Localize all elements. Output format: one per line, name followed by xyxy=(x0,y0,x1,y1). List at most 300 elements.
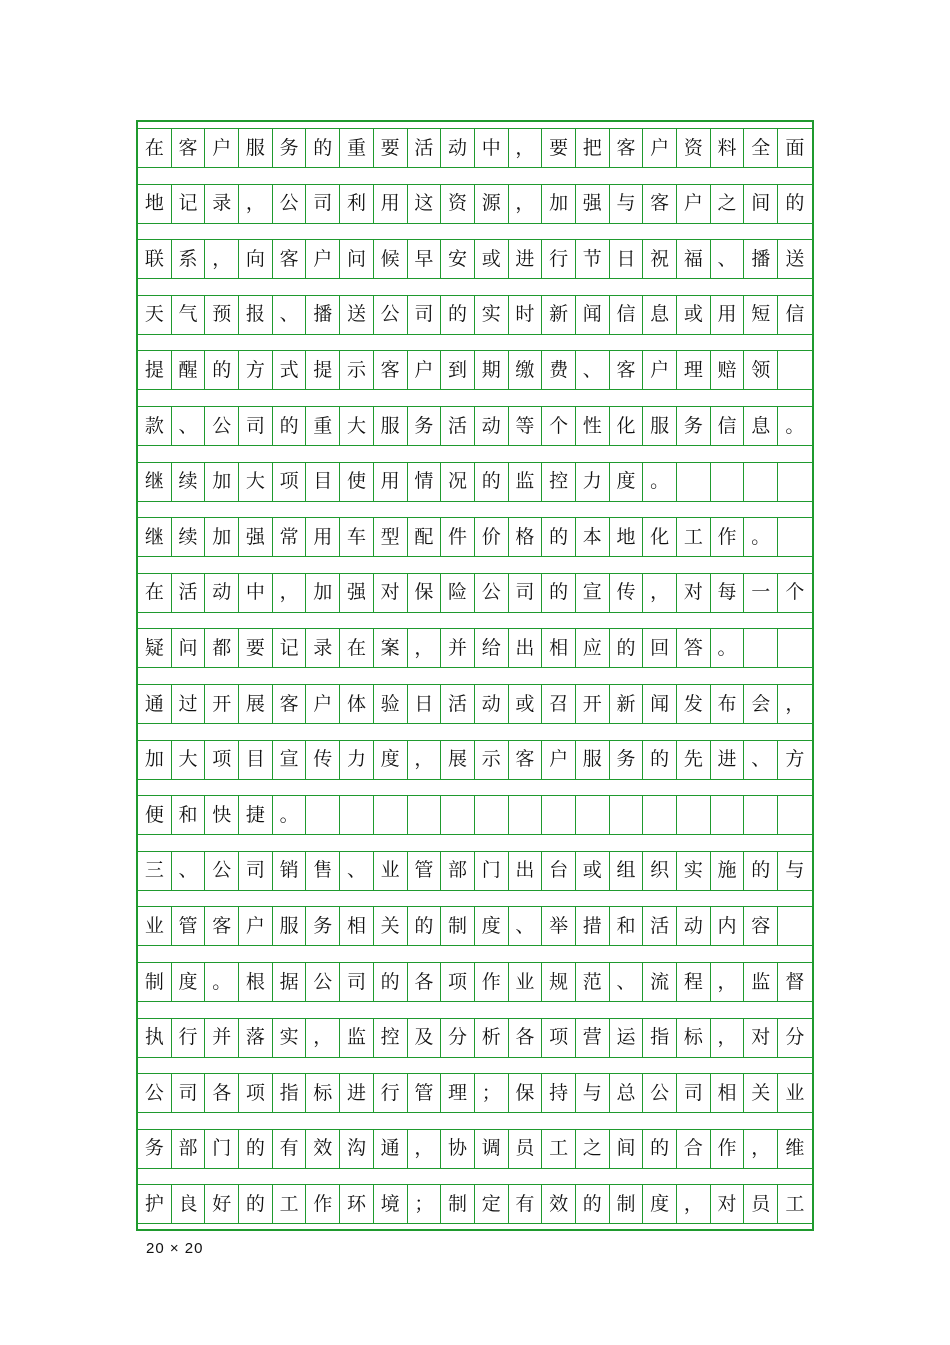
grid-cell: 出 xyxy=(509,629,543,667)
grid-cell: 工 xyxy=(677,518,711,556)
grid-cell: 出 xyxy=(509,852,543,890)
grid-cell: 的 xyxy=(441,296,475,334)
grid-cell: 领 xyxy=(744,351,778,389)
grid-cell: 司 xyxy=(239,852,273,890)
grid-cell: 业 xyxy=(509,963,543,1001)
grid-cell: 信 xyxy=(711,407,745,445)
grid-cell: ， xyxy=(205,240,239,278)
grid-cell xyxy=(677,463,711,501)
grid-cell: 项 xyxy=(542,1019,576,1057)
grid-cell xyxy=(677,796,711,834)
grid-cell: 运 xyxy=(610,1019,644,1057)
grid-cell: 款 xyxy=(138,407,172,445)
grid-cell: 信 xyxy=(785,303,805,326)
grid-cell: 管 xyxy=(408,1074,442,1112)
grid-cell: 并 xyxy=(205,1019,239,1057)
grid-cell: 资 xyxy=(441,185,475,223)
grid-cell: 监 xyxy=(744,963,778,1001)
grid-cell: 户 xyxy=(542,741,576,779)
grid-cell: 对 xyxy=(711,1185,745,1223)
grid-cell: 案 xyxy=(374,629,408,667)
grid-cell: 信 xyxy=(610,296,644,334)
grid-cell: 力 xyxy=(576,463,610,501)
grid-cell: 加 xyxy=(542,185,576,223)
grid-cell: 户 xyxy=(643,351,677,389)
grid-cell: 都 xyxy=(205,629,239,667)
grid-cell: 地 xyxy=(610,518,644,556)
grid-cell: 资 xyxy=(677,129,711,167)
grid-cell: 的 xyxy=(475,463,509,501)
grid-cell: 展 xyxy=(239,685,273,723)
grid-cell: 化 xyxy=(643,518,677,556)
grid-cell: 护 xyxy=(138,1185,172,1223)
grid-cell: 控 xyxy=(542,463,576,501)
grid-cell: ， xyxy=(273,574,307,612)
grid-cell: 制 xyxy=(138,963,172,1001)
grid-cell: 用 xyxy=(306,518,340,556)
grid-cell: 工 xyxy=(542,1130,576,1168)
grid-cell: 举 xyxy=(542,907,576,945)
grid-cell: 台 xyxy=(542,852,576,890)
grid-cell: 开 xyxy=(576,685,610,723)
grid-cell: 的 xyxy=(273,407,307,445)
grid-cell: 度 xyxy=(172,963,206,1001)
grid-cell: 格 xyxy=(509,518,543,556)
grid-cell: 型 xyxy=(374,518,408,556)
grid-cell: 服 xyxy=(643,407,677,445)
grid-cell: 利 xyxy=(340,185,374,223)
grid-cell: 向 xyxy=(239,240,273,278)
grid-cell: 提 xyxy=(306,351,340,389)
grid-cell: 的 xyxy=(239,1130,273,1168)
grid-cell: 大 xyxy=(239,463,273,501)
grid-cell: 司 xyxy=(408,296,442,334)
grid-cell: 流 xyxy=(643,963,677,1001)
grid-cell: 。 xyxy=(711,629,745,667)
grid-cell: 中 xyxy=(239,574,273,612)
grid-cell: 报 xyxy=(239,296,273,334)
grid-cell: 新 xyxy=(542,296,576,334)
grid-cell: 业 xyxy=(785,1081,805,1104)
grid-cell: ， xyxy=(509,185,543,223)
grid-cell: 度 xyxy=(374,741,408,779)
grid-cell: 加 xyxy=(306,574,340,612)
grid-cell: 给 xyxy=(475,629,509,667)
grid-cell: ， xyxy=(711,1019,745,1057)
grid-cell xyxy=(778,463,812,501)
grid-cell: ， xyxy=(677,1185,711,1223)
grid-cell: 效 xyxy=(542,1185,576,1223)
grid-cell: 加 xyxy=(205,463,239,501)
grid-cell: 、 xyxy=(273,296,307,334)
grid-cell: 早 xyxy=(408,240,442,278)
grid-row xyxy=(138,517,812,557)
grid-cell: 作 xyxy=(711,518,745,556)
grid-cell xyxy=(744,629,778,667)
grid-cell: 销 xyxy=(273,852,307,890)
grid-row xyxy=(138,1129,812,1169)
grid-cell: 问 xyxy=(340,240,374,278)
grid-cell: 司 xyxy=(509,574,543,612)
grid-cell: 员 xyxy=(509,1130,543,1168)
grid-cell: 员 xyxy=(744,1185,778,1223)
grid-cell: 先 xyxy=(677,741,711,779)
grid-cell: 客 xyxy=(509,741,543,779)
grid-cell: 服 xyxy=(374,407,408,445)
grid-cell: 户 xyxy=(306,240,340,278)
grid-cell: 实 xyxy=(273,1019,307,1057)
grid-cell: 公 xyxy=(205,407,239,445)
grid-cell: 据 xyxy=(273,963,307,1001)
grid-cell: 总 xyxy=(610,1074,644,1112)
grid-cell: 司 xyxy=(172,1074,206,1112)
grid-cell xyxy=(374,796,408,834)
grid-cell: 分 xyxy=(785,1026,805,1049)
grid-cell: 公 xyxy=(643,1074,677,1112)
grid-cell: 过 xyxy=(172,685,206,723)
grid-cell: 执 xyxy=(138,1019,172,1057)
grid-cell: 各 xyxy=(408,963,442,1001)
grid-cell: 祝 xyxy=(643,240,677,278)
grid-cell: ， xyxy=(509,129,543,167)
grid-cell: 的 xyxy=(785,192,805,215)
grid-cell: 合 xyxy=(677,1130,711,1168)
grid-size-label: 20 × 20 xyxy=(146,1240,204,1257)
grid-cell: 之 xyxy=(576,1130,610,1168)
grid-row xyxy=(138,184,812,224)
grid-cell: 公 xyxy=(138,1074,172,1112)
grid-cell: 续 xyxy=(172,463,206,501)
grid-cell: 通 xyxy=(374,1130,408,1168)
grid-cell: 日 xyxy=(610,240,644,278)
grid-cell xyxy=(441,796,475,834)
grid-cell: 组 xyxy=(610,852,644,890)
grid-cell: 息 xyxy=(643,296,677,334)
grid-cell: 、 xyxy=(711,240,745,278)
grid-cell: 闻 xyxy=(576,296,610,334)
grid-cell: 续 xyxy=(172,518,206,556)
grid-cell: 沟 xyxy=(340,1130,374,1168)
grid-cell: 验 xyxy=(374,685,408,723)
grid-cell: 规 xyxy=(542,963,576,1001)
grid-cell: 门 xyxy=(475,852,509,890)
grid-cell: 有 xyxy=(509,1185,543,1223)
grid-row xyxy=(138,128,812,168)
grid-cell: 。 xyxy=(744,518,778,556)
grid-cell: 部 xyxy=(172,1130,206,1168)
grid-cell: 客 xyxy=(374,351,408,389)
grid-cell: 的 xyxy=(408,907,442,945)
grid-cell: 、 xyxy=(576,351,610,389)
grid-cell: 司 xyxy=(340,963,374,1001)
grid-cell: 醒 xyxy=(172,351,206,389)
grid-cell: 三 xyxy=(138,852,172,890)
grid-cell: 性 xyxy=(576,407,610,445)
grid-cell: 、 xyxy=(340,852,374,890)
grid-cell: 户 xyxy=(205,129,239,167)
grid-cell: 保 xyxy=(509,1074,543,1112)
manuscript-grid xyxy=(136,120,814,1231)
grid-cell xyxy=(778,351,812,389)
grid-cell: 。 xyxy=(205,963,239,1001)
grid-row xyxy=(138,906,812,946)
grid-cell: 的 xyxy=(542,574,576,612)
grid-cell: 化 xyxy=(610,407,644,445)
grid-cell: 工 xyxy=(273,1185,307,1223)
grid-cell: 门 xyxy=(205,1130,239,1168)
grid-cell: 客 xyxy=(610,129,644,167)
grid-cell: 日 xyxy=(408,685,442,723)
grid-cell: 大 xyxy=(172,741,206,779)
grid-cell: 对 xyxy=(744,1019,778,1057)
grid-cell: 要 xyxy=(239,629,273,667)
grid-cell: 方 xyxy=(239,351,273,389)
grid-cell: 持 xyxy=(542,1074,576,1112)
grid-cell: 服 xyxy=(273,907,307,945)
grid-cell xyxy=(711,796,745,834)
grid-cell: 新 xyxy=(610,685,644,723)
grid-row xyxy=(138,740,812,780)
grid-cell: 动 xyxy=(205,574,239,612)
grid-cell: ， xyxy=(408,629,442,667)
grid-cell: 缴 xyxy=(509,351,543,389)
grid-cell: 环 xyxy=(340,1185,374,1223)
grid-cell: 系 xyxy=(172,240,206,278)
grid-cell: 闻 xyxy=(643,685,677,723)
grid-cell: 险 xyxy=(441,574,475,612)
grid-cell: 客 xyxy=(643,185,677,223)
grid-row xyxy=(138,628,812,668)
grid-cell: 司 xyxy=(239,407,273,445)
grid-cell: 理 xyxy=(677,351,711,389)
grid-cell: 的 xyxy=(576,1185,610,1223)
grid-cell: ， xyxy=(306,1019,340,1057)
grid-cell: 务 xyxy=(273,129,307,167)
grid-cell: 有 xyxy=(273,1130,307,1168)
grid-cell: 方 xyxy=(785,748,805,771)
grid-cell: 力 xyxy=(340,741,374,779)
grid-cell: 在 xyxy=(138,574,172,612)
grid-cell: 相 xyxy=(340,907,374,945)
grid-cell: 式 xyxy=(273,351,307,389)
grid-cell: 标 xyxy=(677,1019,711,1057)
grid-row xyxy=(138,573,812,613)
grid-cell: 司 xyxy=(677,1074,711,1112)
grid-cell: 活 xyxy=(172,574,206,612)
grid-cell: ， xyxy=(408,1130,442,1168)
grid-cell: 的 xyxy=(374,963,408,1001)
grid-cell: 提 xyxy=(138,351,172,389)
grid-cell xyxy=(778,796,812,834)
grid-cell: 标 xyxy=(306,1074,340,1112)
grid-cell: 强 xyxy=(576,185,610,223)
grid-cell: 和 xyxy=(172,796,206,834)
grid-row xyxy=(138,462,812,502)
grid-cell: 在 xyxy=(340,629,374,667)
grid-cell: 务 xyxy=(306,907,340,945)
grid-cell: 营 xyxy=(576,1019,610,1057)
grid-cell: 公 xyxy=(475,574,509,612)
grid-cell: 进 xyxy=(711,741,745,779)
grid-cell: 分 xyxy=(441,1019,475,1057)
grid-cell: 间 xyxy=(610,1130,644,1168)
grid-cell: 安 xyxy=(441,240,475,278)
grid-cell xyxy=(408,796,442,834)
grid-cell: 天 xyxy=(138,296,172,334)
grid-cell: 或 xyxy=(677,296,711,334)
grid-cell: 的 xyxy=(239,1185,273,1223)
grid-cell: 和 xyxy=(610,907,644,945)
grid-cell: 措 xyxy=(576,907,610,945)
grid-cell: 业 xyxy=(138,907,172,945)
grid-cell: 各 xyxy=(509,1019,543,1057)
grid-cell: 务 xyxy=(610,741,644,779)
grid-cell: 公 xyxy=(306,963,340,1001)
grid-cell: 候 xyxy=(374,240,408,278)
grid-cell: 费 xyxy=(542,351,576,389)
grid-cell: 录 xyxy=(306,629,340,667)
grid-cell: 内 xyxy=(711,907,745,945)
grid-cell xyxy=(778,518,812,556)
grid-cell: 在 xyxy=(138,129,172,167)
grid-cell: 源 xyxy=(475,185,509,223)
grid-cell: 价 xyxy=(475,518,509,556)
grid-cell: 中 xyxy=(475,129,509,167)
grid-cell: 的 xyxy=(205,351,239,389)
grid-cell: 、 xyxy=(744,741,778,779)
grid-cell: 进 xyxy=(509,240,543,278)
grid-cell xyxy=(542,796,576,834)
grid-cell: 快 xyxy=(205,796,239,834)
grid-cell: ， xyxy=(643,574,677,612)
grid-cell: 开 xyxy=(205,685,239,723)
grid-cell: 气 xyxy=(172,296,206,334)
grid-cell: 的 xyxy=(744,852,778,890)
grid-cell: 服 xyxy=(576,741,610,779)
grid-cell: 项 xyxy=(441,963,475,1001)
grid-cell: 录 xyxy=(205,185,239,223)
grid-cell: 把 xyxy=(576,129,610,167)
grid-cell: 客 xyxy=(205,907,239,945)
grid-cell: 宣 xyxy=(273,741,307,779)
grid-row xyxy=(138,1073,812,1113)
grid-cell: 件 xyxy=(441,518,475,556)
grid-cell: 送 xyxy=(785,247,805,270)
grid-cell: 务 xyxy=(677,407,711,445)
grid-cell: 度 xyxy=(610,463,644,501)
grid-cell: 答 xyxy=(677,629,711,667)
grid-cell: 实 xyxy=(475,296,509,334)
grid-cell: ； xyxy=(475,1074,509,1112)
grid-cell: 加 xyxy=(205,518,239,556)
grid-cell xyxy=(576,796,610,834)
grid-cell: 各 xyxy=(205,1074,239,1112)
grid-cell xyxy=(778,629,812,667)
grid-cell: 客 xyxy=(172,129,206,167)
grid-cell: 活 xyxy=(441,685,475,723)
grid-cell: 。 xyxy=(273,796,307,834)
grid-cell: 动 xyxy=(475,407,509,445)
grid-row xyxy=(138,406,812,446)
grid-cell: 联 xyxy=(138,240,172,278)
grid-cell: 宣 xyxy=(576,574,610,612)
grid-cell: 指 xyxy=(273,1074,307,1112)
grid-cell: 活 xyxy=(643,907,677,945)
grid-cell: 并 xyxy=(441,629,475,667)
grid-cell: 时 xyxy=(509,296,543,334)
grid-cell: 户 xyxy=(677,185,711,223)
grid-cell: 播 xyxy=(744,240,778,278)
grid-cell: 布 xyxy=(711,685,745,723)
grid-cell: 户 xyxy=(408,351,442,389)
grid-cell: 实 xyxy=(677,852,711,890)
grid-cell: 指 xyxy=(643,1019,677,1057)
grid-cell xyxy=(711,463,745,501)
grid-cell: 配 xyxy=(408,518,442,556)
grid-cell: 维 xyxy=(785,1137,805,1160)
grid-row xyxy=(138,962,812,1002)
grid-cell: 、 xyxy=(509,907,543,945)
grid-cell: 通 xyxy=(138,685,172,723)
grid-cell: 制 xyxy=(610,1185,644,1223)
grid-cell: 程 xyxy=(677,963,711,1001)
grid-cell: 度 xyxy=(643,1185,677,1223)
grid-cell: 节 xyxy=(576,240,610,278)
grid-row xyxy=(138,295,812,335)
grid-cell: 与 xyxy=(610,185,644,223)
grid-cell: 况 xyxy=(441,463,475,501)
grid-cell: 动 xyxy=(475,685,509,723)
grid-cell: 目 xyxy=(239,741,273,779)
grid-cell: 落 xyxy=(239,1019,273,1057)
grid-cell: ， xyxy=(408,741,442,779)
grid-cell: 回 xyxy=(643,629,677,667)
grid-cell: 的 xyxy=(643,1130,677,1168)
grid-cell: 根 xyxy=(239,963,273,1001)
grid-cell: 制 xyxy=(441,907,475,945)
grid-cell: 活 xyxy=(441,407,475,445)
grid-cell: 良 xyxy=(172,1185,206,1223)
grid-cell: 大 xyxy=(340,407,374,445)
grid-cell: 的 xyxy=(643,741,677,779)
grid-cell: 展 xyxy=(441,741,475,779)
grid-cell: 强 xyxy=(340,574,374,612)
grid-cell: 项 xyxy=(205,741,239,779)
grid-cell xyxy=(306,796,340,834)
grid-cell: 送 xyxy=(340,296,374,334)
grid-cell xyxy=(778,907,812,945)
grid-cell: 司 xyxy=(306,185,340,223)
grid-cell xyxy=(610,796,644,834)
grid-cell: 常 xyxy=(273,518,307,556)
grid-cell: 的 xyxy=(542,518,576,556)
grid-cell: 到 xyxy=(441,351,475,389)
grid-cell: 使 xyxy=(340,463,374,501)
grid-cell: 境 xyxy=(374,1185,408,1223)
grid-cell xyxy=(475,796,509,834)
grid-cell: 相 xyxy=(711,1074,745,1112)
grid-row xyxy=(138,795,812,835)
grid-cell: 期 xyxy=(475,351,509,389)
grid-cell: 继 xyxy=(138,463,172,501)
grid-row xyxy=(138,1018,812,1058)
grid-cell: 作 xyxy=(711,1130,745,1168)
grid-cell: 的 xyxy=(306,129,340,167)
grid-cell: ， xyxy=(744,1130,778,1168)
grid-cell: 示 xyxy=(475,741,509,779)
grid-cell: 析 xyxy=(475,1019,509,1057)
grid-cell: 会 xyxy=(744,685,778,723)
